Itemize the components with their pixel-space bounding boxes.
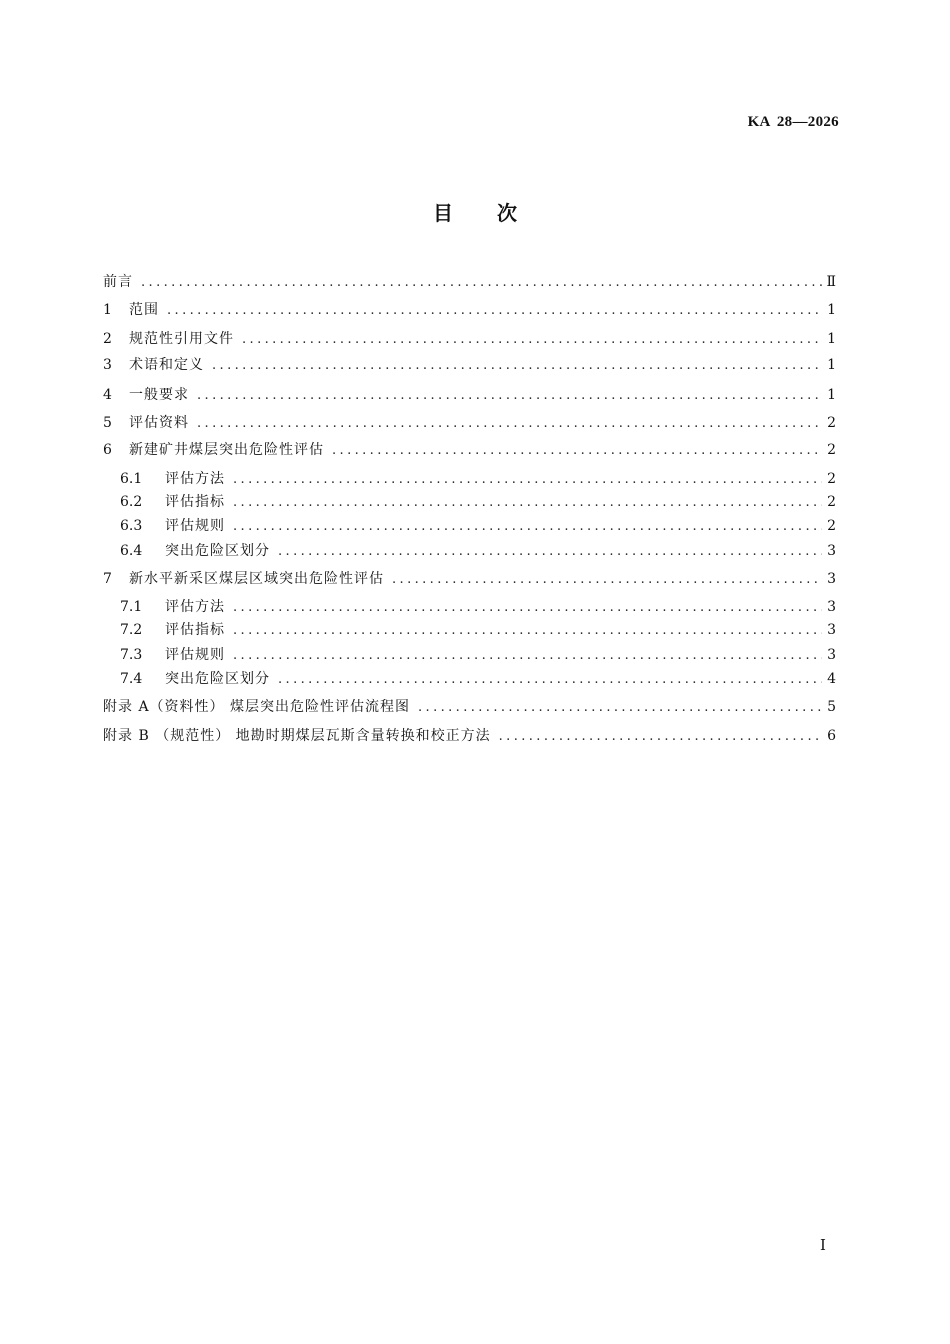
toc-entry-label: 突出危险区划分 [165, 543, 270, 559]
toc-entry-page: 1 [827, 357, 836, 373]
toc-leader-dots [278, 542, 822, 562]
toc-entry-page: 1 [827, 302, 836, 318]
toc-title-char-2: 次 [497, 201, 517, 225]
toc-entry-number: 1 [103, 302, 112, 318]
toc-entry-label: 评估资料 [129, 415, 189, 431]
toc-entry-label: 规范性引用文件 [129, 331, 234, 347]
toc-entry-page: 4 [827, 671, 836, 687]
toc-entry-number: 7.3 [120, 647, 143, 663]
toc-entry-page: 3 [827, 622, 836, 638]
toc-entry-number: 5 [103, 415, 112, 431]
toc-entry-label: 新建矿井煤层突出危险性评估 [129, 442, 324, 458]
document-code: KA 28—2026 [747, 114, 839, 130]
toc-entry-label: 评估规则 [165, 518, 225, 534]
toc-leader-dots [242, 330, 822, 350]
toc-entry-label: 附录 B （规范性） 地勘时期煤层瓦斯含量转换和校正方法 [103, 728, 491, 744]
toc-entry[interactable] [103, 329, 836, 349]
toc-entry-label: 新水平新采区煤层区域突出危险性评估 [129, 571, 384, 587]
toc-leader-dots [418, 698, 822, 718]
toc-entry[interactable] [103, 569, 836, 589]
toc-leader-dots [197, 414, 822, 434]
toc-entry-label: 一般要求 [129, 387, 189, 403]
toc-entry[interactable] [120, 597, 836, 617]
toc-leader-dots [233, 517, 822, 537]
toc-entry-number: 6.1 [120, 471, 143, 487]
toc-leader-dots [167, 301, 822, 321]
toc-entry[interactable] [103, 697, 836, 717]
toc-entry-page: 3 [827, 599, 836, 615]
toc-leader-dots [392, 570, 822, 590]
toc-entry-page: 3 [827, 571, 836, 587]
toc-entry[interactable] [103, 355, 836, 375]
toc-entry[interactable] [120, 645, 836, 665]
toc-entry[interactable] [120, 469, 836, 489]
toc-leader-dots [233, 598, 822, 618]
toc-entry-page: 2 [827, 471, 836, 487]
toc-entry-number: 7.4 [120, 671, 143, 687]
page-number: I [820, 1236, 826, 1254]
toc-entry-page: 2 [827, 494, 836, 510]
toc-entry-number: 7.1 [120, 599, 143, 615]
toc-entry-page: 3 [827, 647, 836, 663]
toc-entry-label: 评估方法 [165, 599, 225, 615]
toc-entry-page: 3 [827, 543, 836, 559]
toc-entry-page: Ⅱ [826, 274, 836, 290]
toc-entry-number: 6.3 [120, 518, 143, 534]
toc-entry[interactable] [120, 541, 836, 561]
toc-entry[interactable] [103, 272, 836, 292]
toc-leader-dots [233, 493, 822, 513]
toc-entry-page: 1 [827, 387, 836, 403]
toc-entry-page: 2 [827, 442, 836, 458]
toc-entry-label: 评估指标 [165, 622, 225, 638]
toc-entry-page: 5 [827, 699, 836, 715]
toc-entry-number: 7.2 [120, 622, 143, 638]
toc-leader-dots [212, 356, 822, 376]
toc-entry[interactable] [120, 669, 836, 689]
toc-entry-label: 评估指标 [165, 494, 225, 510]
toc-leader-dots [197, 386, 822, 406]
toc-entry-number: 2 [103, 331, 112, 347]
toc-leader-dots [233, 621, 822, 641]
toc-entry-page: 2 [827, 415, 836, 431]
toc-entry-label: 前言 [103, 274, 133, 290]
toc-entry-label: 突出危险区划分 [165, 671, 270, 687]
toc-entry-number: 7 [103, 571, 112, 587]
toc-leader-dots [278, 670, 822, 690]
toc-entry[interactable] [120, 620, 836, 640]
toc-entry[interactable] [103, 440, 836, 460]
toc-entry-page: 2 [827, 518, 836, 534]
toc-entry-number: 6.4 [120, 543, 143, 559]
toc-entry-label: 附录 A（资料性） 煤层突出危险性评估流程图 [103, 699, 411, 715]
toc-entry-number: 4 [103, 387, 112, 403]
toc-leader-dots [332, 441, 822, 461]
toc-entry-number: 3 [103, 357, 112, 373]
toc-entry[interactable] [103, 726, 836, 746]
toc-entry[interactable] [103, 413, 836, 433]
toc-entry-number: 6 [103, 442, 112, 458]
toc-entry[interactable] [103, 385, 836, 405]
toc-entry[interactable] [120, 492, 836, 512]
toc-entry-page: 6 [827, 728, 836, 744]
toc-entry-page: 1 [827, 331, 836, 347]
toc-leader-dots [499, 727, 822, 747]
toc-entry-number: 6.2 [120, 494, 143, 510]
toc-leader-dots [233, 646, 822, 666]
toc-leader-dots [141, 273, 822, 293]
toc-entry[interactable] [103, 300, 836, 320]
toc-entry-label: 范围 [129, 302, 159, 318]
toc-leader-dots [233, 470, 822, 490]
toc-entry-label: 评估方法 [165, 471, 225, 487]
toc-entry[interactable] [120, 516, 836, 536]
toc-entry-label: 术语和定义 [129, 357, 204, 373]
toc-title-char-1: 目 [433, 201, 453, 225]
toc-entry-label: 评估规则 [165, 647, 225, 663]
